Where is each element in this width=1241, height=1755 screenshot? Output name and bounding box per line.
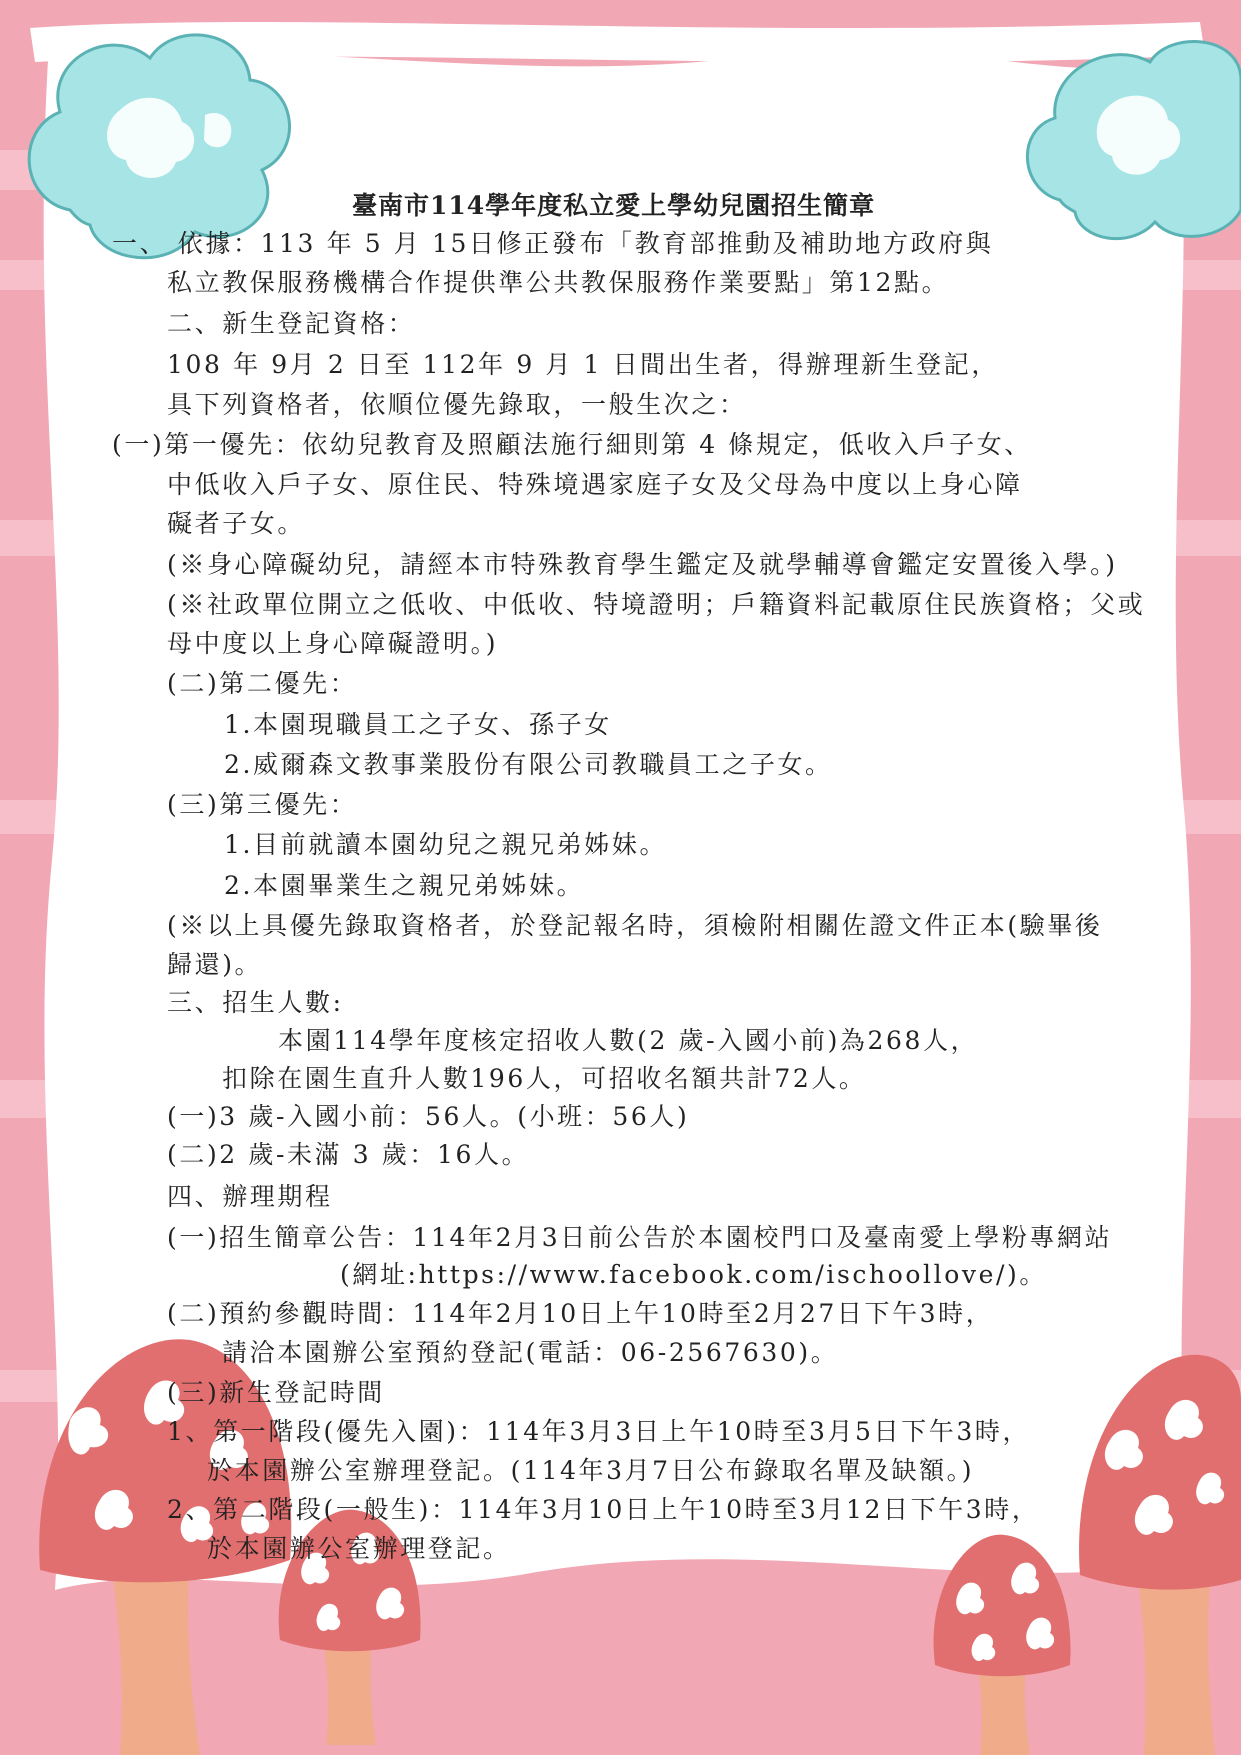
text-line: (一)3 歲-入國小前：56人。(小班：56人) xyxy=(167,1102,690,1131)
section-heading: 四、辦理期程 xyxy=(167,1182,333,1211)
text-line: (二)第二優先： xyxy=(167,669,358,698)
text-line: 礙者子女。 xyxy=(167,509,306,538)
text-line: 2、第二階段(一般生)：114年3月10日上午10時至3月12日下午3時， xyxy=(167,1495,1040,1524)
list-item: 2.威爾森文教事業股份有限公司教職員工之子女。 xyxy=(224,750,833,779)
website-url: (網址:https://www.facebook.com/ischoollove/)。 xyxy=(340,1260,1047,1289)
list-item: 1.本園現職員工之子女、孫子女 xyxy=(224,710,612,739)
text-line: (三)第三優先： xyxy=(167,790,358,819)
text-line: 一、 依據：113 年 5 月 15日修正發布「教育部推動及補助地方政府與 xyxy=(112,229,994,258)
note-line: (※社政單位開立之低收、中低收、特境證明；戶籍資料記載原住民族資格；父或 xyxy=(167,590,1146,619)
text-line: 於本園辦公室辦理登記。(114年3月7日公布錄取名單及缺額。) xyxy=(207,1456,975,1485)
note-line: (※身心障礙幼兒，請經本市特殊教育學生鑑定及就學輔導會鑑定安置後入學。) xyxy=(167,550,1118,579)
text-line: (二)預約參觀時間：114年2月10日上午10時至2月27日下午3時， xyxy=(167,1299,994,1328)
list-item: 2.本園畢業生之親兄弟姊妹。 xyxy=(224,871,585,900)
text-line: 中低收入戶子女、原住民、特殊境遇家庭子女及父母為中度以上身心障 xyxy=(167,470,1023,499)
section-heading: 三、招生人數: xyxy=(167,988,344,1017)
text-line: (三)新生登記時間 xyxy=(167,1378,385,1407)
text-line: 具下列資格者，依順位優先錄取，一般生次之： xyxy=(167,390,747,419)
text-line: 108 年 9月 2 日至 112年 9 月 1 日間出生者，得辦理新生登記， xyxy=(167,350,999,379)
list-item: 1.目前就讀本園幼兒之親兄弟姊妹。 xyxy=(224,830,668,859)
note-line: 母中度以上身心障礙證明。) xyxy=(167,629,499,658)
note-line: 歸還)。 xyxy=(167,950,263,979)
text-line: 請洽本園辦公室預約登記(電話：06-2567630)。 xyxy=(222,1338,839,1367)
text-line: 本園114學年度核定招收人數(2 歲-入國小前)為268人， xyxy=(278,1026,979,1055)
section-heading: 二、新生登記資格： xyxy=(167,309,416,338)
text-line: 於本園辦公室辦理登記。 xyxy=(207,1534,511,1563)
text-line: 扣除在園生直升人數196人，可招收名額共計72人。 xyxy=(222,1064,867,1093)
text-line: (一)招生簡章公告：114年2月3日前公告於本園校門口及臺南愛上學粉專網站 xyxy=(167,1223,1113,1252)
text-line: (一)第一優先：依幼兒教育及照顧法施行細則第 4 條規定，低收入戶子女、 xyxy=(112,430,1032,459)
text-line: 1、第一階段(優先入園)：114年3月3日上午10時至3月5日下午3時， xyxy=(167,1417,1031,1446)
note-line: (※以上具優先錄取資格者，於登記報名時，須檢附相關佐證文件正本(驗畢後 xyxy=(167,911,1103,940)
text-line: 私立教保服務機構合作提供準公共教保服務作業要點」第12點。 xyxy=(167,268,950,297)
text-line: (二)2 歲-未滿 3 歲：16人。 xyxy=(167,1140,530,1169)
document-title: 臺南市114學年度私立愛上學幼兒園招生簡章 xyxy=(352,191,876,220)
